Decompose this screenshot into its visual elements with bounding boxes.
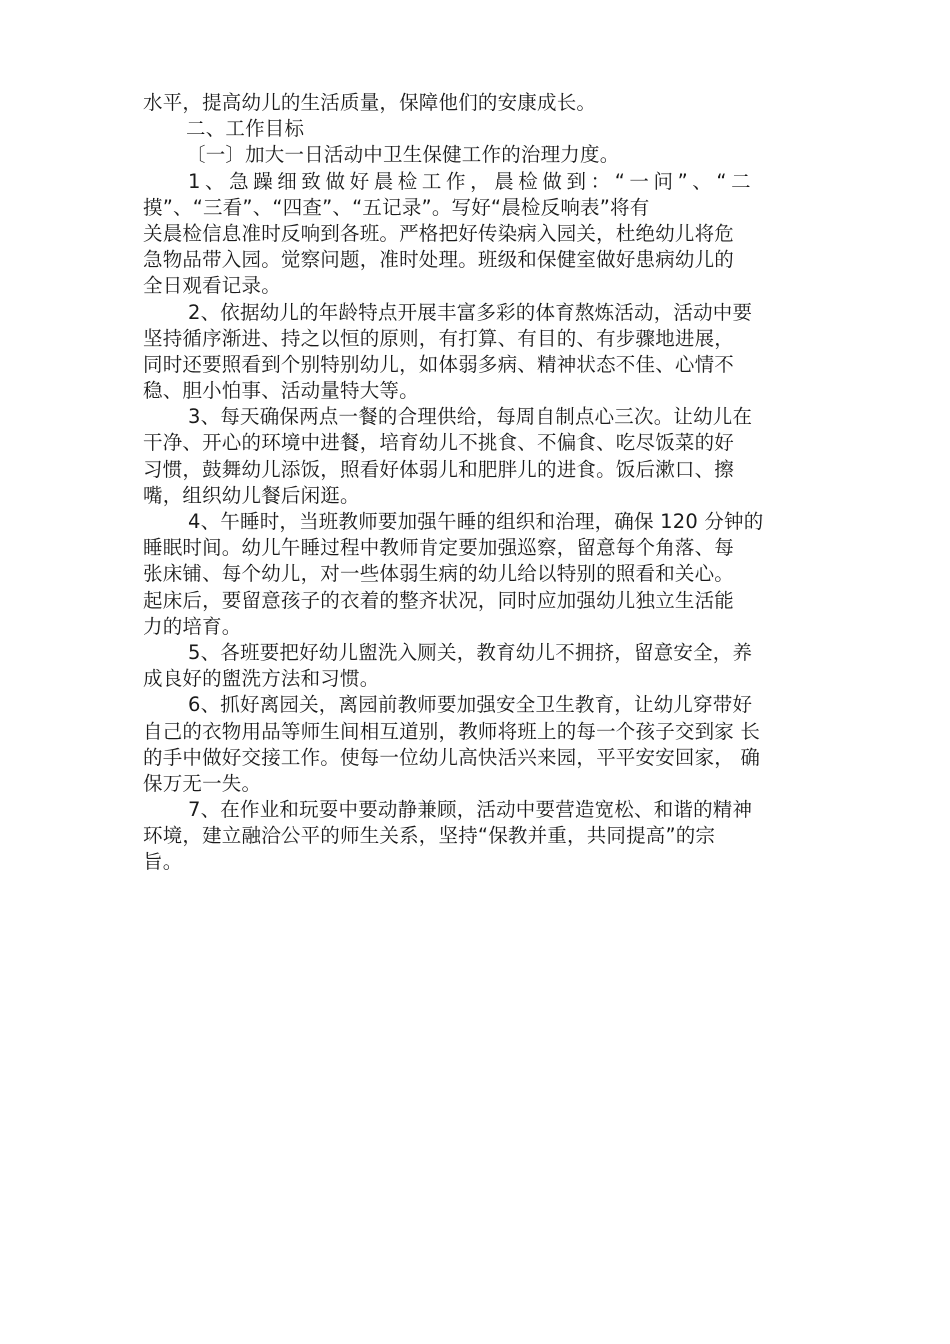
- text-line: 嘴，组织幼儿餐后闲逛。: [143, 483, 360, 507]
- text-line: 急物品带入园。觉察问题，准时处理。班级和保健室做好患病幼儿的: [143, 248, 735, 272]
- text-line: 自己的衣物用品等师生间相互道别，教师将班上的每一个孩子交到家 长: [143, 719, 761, 743]
- text-line: 2、依据幼儿的年龄特点开展丰富多彩的体育熬炼活动，活动中要: [188, 300, 753, 324]
- document-body: [143, 90, 803, 876]
- text-line: 稳、胆小怕事、活动量特大等。: [143, 379, 419, 403]
- text-line: 保万无一失。: [143, 771, 262, 795]
- text-line: 干净、开心的环境中进餐，培育幼儿不挑食、不偏食、吃尽饭菜的好: [143, 431, 735, 455]
- text-line: 坚持循序渐进、持之以恒的原则，有打算、有目的、有步骤地进展，: [143, 326, 735, 350]
- text-line: 3、每天确保两点一餐的合理供给，每周自制点心三次。让幼儿在: [188, 405, 753, 429]
- text-line: 全日观看记录。: [143, 274, 281, 298]
- section-heading: 二、工作目标: [186, 117, 305, 141]
- text-line: 起床后，要留意孩子的衣着的整齐状况，同时应加强幼儿独立生活能: [143, 588, 735, 612]
- text-line: 关晨检信息准时反响到各班。严格把好传染病入园关，杜绝幼儿将危: [143, 221, 735, 245]
- text-line: 1、急躁细致做好晨检工作，晨检做到：“一问”、“二: [188, 169, 756, 193]
- text-line: 4、午睡时，当班教师要加强午睡的组织和治理，确保 120 分钟的: [188, 510, 764, 533]
- text-line: 成良好的盥洗方法和习惯。: [143, 667, 380, 691]
- text-line: 张床铺、每个幼儿，对一些体弱生病的幼儿给以特别的照看和关心。: [143, 562, 735, 586]
- text-line: 的手中做好交接工作。使每一位幼儿高快活兴来园，平平安安回家， 确: [143, 745, 761, 769]
- text-line: 7、在作业和玩耍中要动静兼顾，活动中要营造宽松、和谐的精神: [188, 798, 753, 822]
- text-line: 摸”、“三看”、“四查”、“五记录”。写好“晨检反响表”将有: [143, 195, 650, 219]
- text-line: 力的培育。: [143, 614, 242, 638]
- subsection-heading: 〔一〕加大一日活动中卫生保健工作的治理力度。: [186, 143, 620, 167]
- text-line: 同时还要照看到个别特别幼儿，如体弱多病、精神状态不佳、心情不: [143, 352, 735, 376]
- text-line: 6、抓好离园关，离园前教师要加强安全卫生教育，让幼儿穿带好: [188, 693, 753, 717]
- text-line: 旨。: [143, 850, 183, 874]
- text-line: 环境，建立融洽公平的师生关系，坚持“保教并重，共同提高”的宗: [143, 824, 716, 848]
- text-line: 5、各班要把好幼儿盥洗入厕关，教育幼儿不拥挤，留意安全，养: [188, 640, 753, 664]
- text-line: 习惯，鼓舞幼儿添饭，照看好体弱儿和肥胖儿的进食。饭后漱口、擦: [143, 457, 735, 481]
- text-line: 水平，提高幼儿的生活质量，保障他们的安康成长。: [143, 91, 597, 114]
- text-line: 睡眠时间。幼儿午睡过程中教师肯定要加强巡察，留意每个角落、每: [143, 536, 735, 560]
